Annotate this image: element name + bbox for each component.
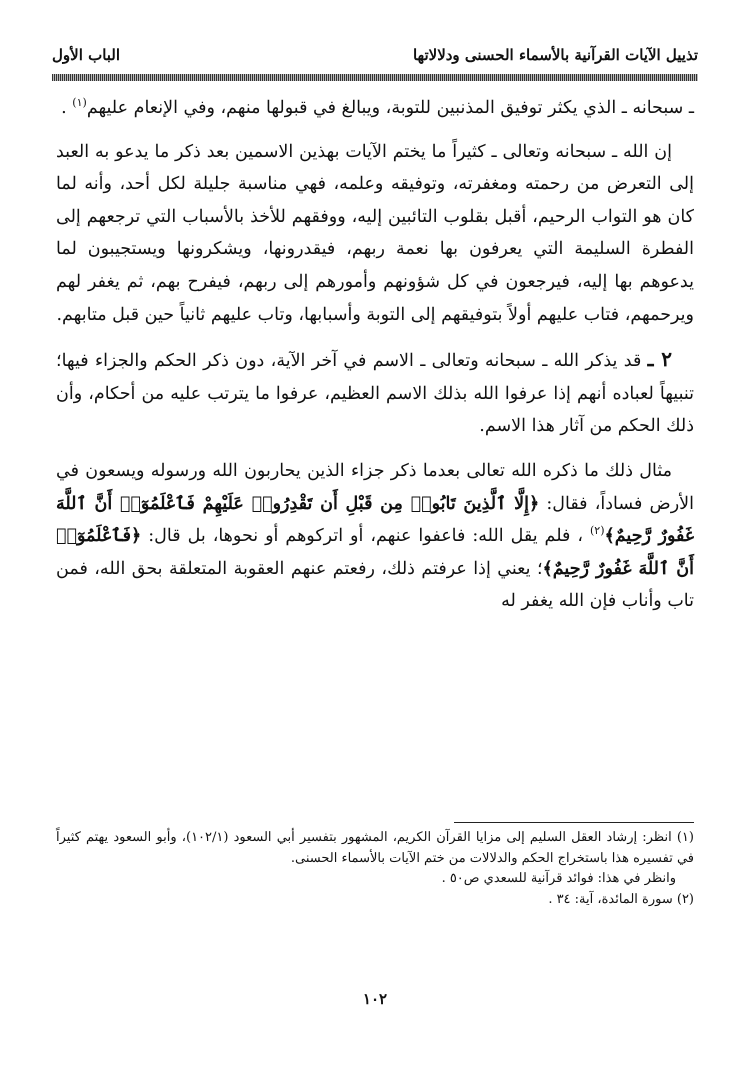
page-number: ١٠٢ xyxy=(362,990,388,1008)
main-text xyxy=(56,92,694,618)
footnote-divider xyxy=(454,822,694,823)
chapter-title: الباب الأول xyxy=(52,46,121,64)
footnote-2: (٢) سورة المائدة، آية: ٣٤ . xyxy=(548,891,694,907)
paragraph-3-text: قد يذكر الله ـ سبحانه وتعالى ـ الاسم في آخر الآية، دون ذكر الحكم والجزاء فيها؛ تنبيهاً لعباده أنهم إذا عرفوا الله بذلك الاسم العظيم، عرفوا ما يترتب عليه من أحكام، وأن ذلك الحكم من آثار هذا الاسم. xyxy=(56,351,694,437)
paragraph-4-intro: مثال ذلك ما ذكره الله تعالى بعدما ذكر جزاء الذين يحاربون الله ورسوله ويسعون في الأرض فساداً، فقال: xyxy=(56,460,694,514)
footnote-ref-1: (١) xyxy=(72,96,87,110)
paragraph-4-end: ؛ يعني إذا عرفتم ذلك، رفعتم عنهم العقوبة المتعلقة بحق الله، فمن تاب وأناب فإن الله يغفر له xyxy=(56,558,694,612)
item-number: ٢ ـ xyxy=(647,347,673,372)
paragraph-1-end: . xyxy=(61,98,73,118)
paragraph-4-middle: ، فلم يقل الله: فاعفوا عنهم، أو اتركوهم أو نحوها، بل قال: xyxy=(141,526,590,547)
quran-verse-2: ﴿فَٱعْلَمُوٓا۟ أَنَّ ٱللَّهَ غَفُورٌ رَّحِيمٌ﴾ xyxy=(56,526,694,579)
book-title: تذييل الآيات القرآنية بالأسماء الحسنى ودلالاتها xyxy=(412,46,698,64)
paragraph-3 xyxy=(56,343,694,443)
footnote-ref-2: (٢) xyxy=(590,524,605,538)
running-header xyxy=(52,44,698,72)
paragraph-1 xyxy=(56,92,694,125)
quran-verse-1: ﴿إِلَّا ٱلَّذِينَ تَابُوا۟ مِن قَبْلِ أَن تَقْدِرُوا۟ عَلَيْهِمْ فَٱعْلَمُوٓا۟ أَنَّ ٱللَّهَ غَفُورٌ رَّحِيمٌ﴾ xyxy=(56,493,694,547)
paragraph-4 xyxy=(56,455,694,618)
paragraph-1-text: ـ سبحانه ـ الذي يكثر توفيق المذنبين للتوبة، ويبالغ في قبولها منهم، وفي الإنعام عليهم xyxy=(86,98,694,118)
footnote-1-continuation: وانظر في هذا: فوائد قرآنية للسعدي ص٥٠ . xyxy=(441,871,676,886)
paragraph-2: إن الله ـ سبحانه وتعالى ـ كثيراً ما يختم الآيات بهذين الاسمين بعد ذكر ما يدعو به العبد إلى التعرض من رحمته ومغفرته، وتوفيقه وعلمه، فهي مناسبة جليلة لكل أحد، وأنه لما كان هو التواب الرحيم، أقبل بقلوب التائبين إليه، ووفقهم للأخذ بالأسباب التي ترجعهم إلى الفطرة السليمة التي يعرفون بها نعمة ربهم، فيقدرونها، ويشكرونها ويستجيبون لما يدعوهم بها إليه، فيرجعون في كل شؤونهم وأمورهم إلى ربهم، فيفرح بهم، ثم يغفر لهم ويرحمهم، فتاب عليهم أولاً بتوفيقهم إلى التوبة وأسبابها، وتاب عليهم ثانياً حين قبل متابهم. xyxy=(56,141,694,325)
header-divider xyxy=(52,74,698,81)
footnote-1: (١) انظر: إرشاد العقل السليم إلى مزايا القرآن الكريم، المشهور بتفسير أبي السعود (١٠٢/١)، وأبو السعود يهتم كثيراً في تفسيره هذا باستخراج الحكم والدلالات من ختم الآيات بالأسماء الحسنى. xyxy=(56,830,694,866)
footnotes xyxy=(56,828,694,910)
